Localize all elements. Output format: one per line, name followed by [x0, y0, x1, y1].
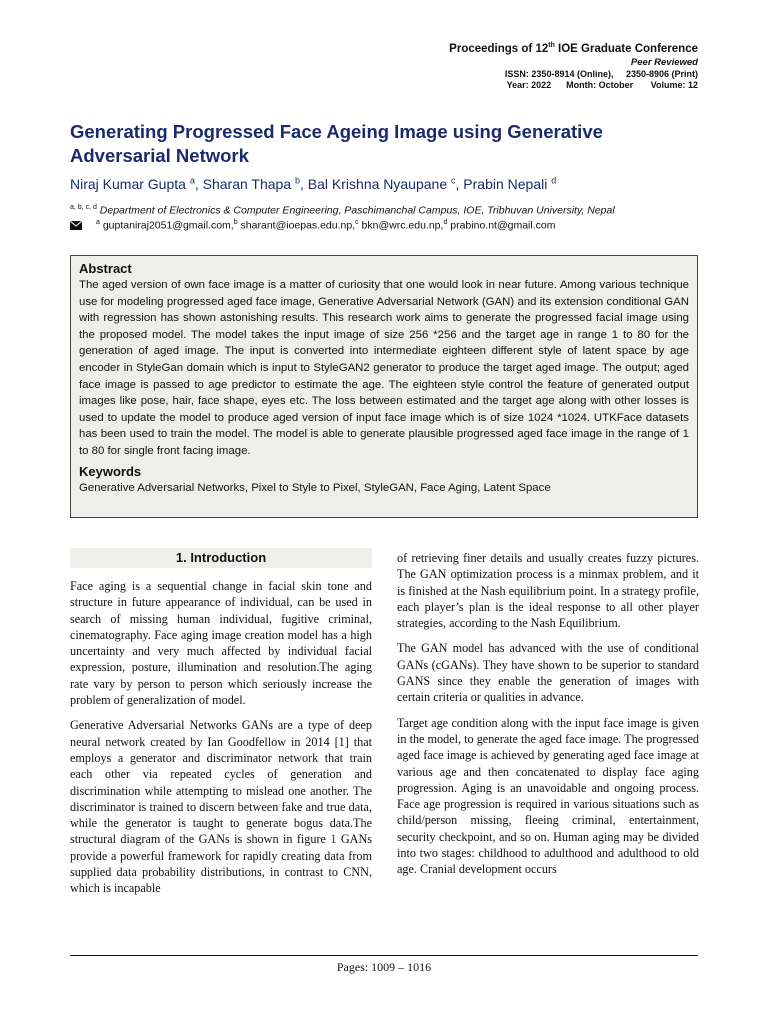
- abstract-box: [70, 255, 698, 518]
- email-address[interactable]: $^c$ bkn@wrc.edu.np,: [355, 219, 444, 232]
- email-address[interactable]: $^a$ guptaniraj2051@gmail.com,: [96, 219, 234, 232]
- abstract-heading: Abstract: [79, 261, 132, 276]
- email-address[interactable]: $^b$ sharant@ioepas.edu.np,: [233, 219, 356, 232]
- affiliation: [70, 204, 615, 217]
- author: Bal Krishna Nyaupane $^c$,: [307, 175, 464, 192]
- issn-line: ISSN: 2350-8914 (Online), 2350-8906 (Print): [504, 68, 698, 79]
- paragraph: Target age condition along with the input face image is given in the model, to generate the aged face image. The progressed aged face image is achieved by generating aged face image at various age and then concatenated to display face aging progression. Aging is an unavoidable and ongoing process. Face age progression is required in various situations such as child/person missing, fleeing criminal, entertainment, security checkpoint, and so on. Human aging may be divided into two stages: childhood to adulthood and adulthood to old age. Cranial development occurs: [397, 715, 699, 877]
- affiliation-marks: a, b, c, d: [70, 204, 97, 211]
- footer-divider: [70, 955, 698, 956]
- author: Niraj Kumar Gupta $^a$,: [70, 175, 203, 192]
- keywords-text: Generative Adversarial Networks, Pixel to Style to Pixel, StyleGAN, Face Aging, Latent Space: [79, 481, 551, 494]
- affiliation-dept: Department of Electronics & Computer Engineering, Paschimanchal Campus, IOE, Tribhuvan University, Nepal: [96, 204, 615, 217]
- paper-title: Generating Progressed Face Ageing Image using Generative Adversarial Network: [70, 121, 603, 166]
- right-column: [397, 550, 699, 887]
- paragraph: Generative Adversarial Networks GANs are a type of deep neural network created by Ian Goodfellow in 2014 [1] that employs a generator and discriminator network that train each other via repeated cycles of generation and discrimination while attempting to mislead one another. The discriminator is trained to discern between fake and true data, while the generator is taught to generate bogus data.The structural diagram of the GANs is shown in figure 1 GANs provide a powerful framework for rapidly creating data from supplied data probability distributions, in contrast to CNN, which is incapable: [70, 718, 372, 896]
- conference-name: Proceedings of 12th IOE Graduate Conference: [449, 42, 698, 55]
- email-list: [70, 219, 555, 232]
- author-list: [70, 175, 556, 192]
- section-heading: 1. Introduction: [70, 548, 372, 568]
- journal-header: [449, 42, 698, 90]
- envelope-icon: [70, 221, 82, 230]
- abstract-text: The aged version of own face image is a matter of curiosity that one would look in near future. Among various technique use for modeling progressed aged face image, Generative Adversarial Network (GAN) and its extension conditional GAN with regression has shown astonishing results. This research work aims to generate the progressed facial image using the proposed model. The model takes the input image of size 256 *256 and the target age in range 1 to 80 for the generation of aged image. The input is converted into intermediate eighteen different style of latent space by age encoder in StyleGan domain which is input to StyleGAN2 generator to produce the target aged image. The output; aged face image is passed to age predictor to estimate the age. The eighteen style control the feature of generated output images like pose, hair, face shape, eyes etc. The loss between estimated and the target age along with other losses is used to update the model to produce aged version of input face image which is of size 1024 *1024. UTKFace datasets has been used to train the model. The model is able to generate plausible progressed aged face image in the range of 1 to 80 for single front facing image.: [79, 279, 689, 457]
- paragraph: of retrieving finer details and usually creates fuzzy pictures. The GAN optimization process is a minmax problem, and it is finished at the Nash equilibrium point. In a strategy profile, each player’s plan is the ideal response to all other player strategies, according to the Nash Equilibrium.: [397, 551, 699, 631]
- author: Sharan Thapa $^b$,: [202, 175, 308, 192]
- paragraph: Face aging is a sequential change in facial skin tone and structure in future appearance of individual, can be used in search of missing human individual, fugitive criminal, cinematography. Face aging image creation model has a high uncertainty and very much affected by individual facial expression, posture, illumination and resolution.The aging rate vary by person to person which seriously increase the problem of generalization of model.: [70, 579, 372, 708]
- figure-reference-link[interactable]: 1: [330, 832, 337, 847]
- left-column: [70, 548, 372, 906]
- author: Prabin Nepali $^d$: [463, 175, 557, 192]
- year-month-volume-line: Year: 2022 Month: October Volume: 12: [506, 79, 698, 90]
- page-range: Pages: 1009 – 1016: [336, 960, 432, 974]
- email-address[interactable]: $^d$ prabino.nt@gmail.com: [443, 219, 556, 232]
- keywords-heading: Keywords: [79, 463, 142, 479]
- peer-reviewed-label: Peer Reviewed: [630, 56, 698, 68]
- paragraph: The GAN model has advanced with the use of conditional GANs (cGANs). They have shown to be superior to standard GANS since they enable the generation of images with certain criteria or qualities in advance.: [397, 641, 699, 705]
